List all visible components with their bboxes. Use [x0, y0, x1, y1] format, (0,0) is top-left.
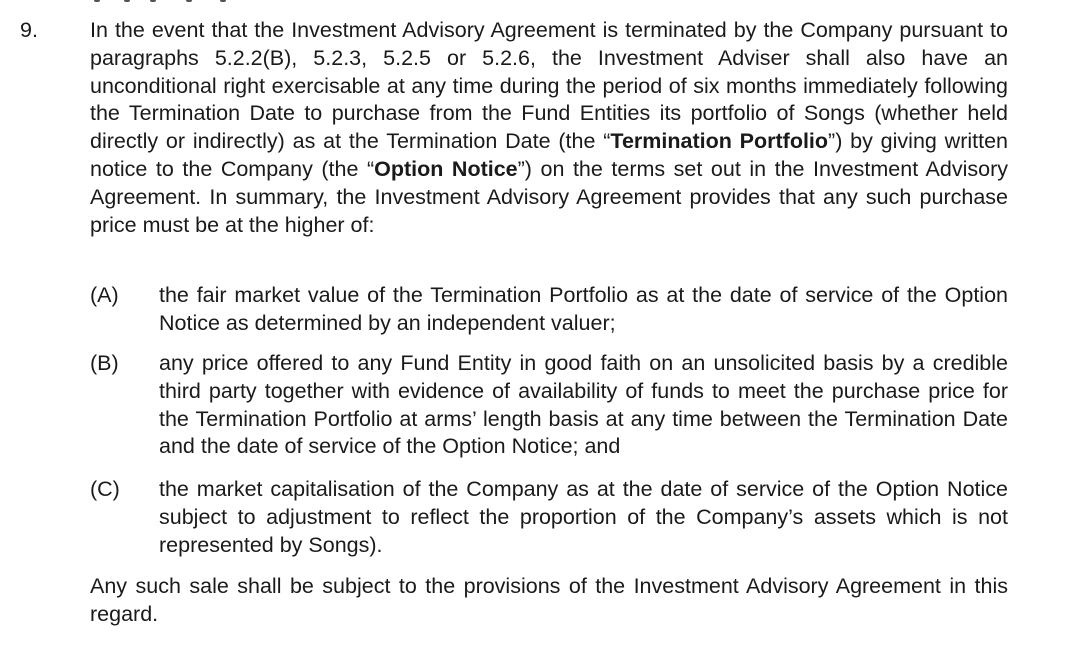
clause-intro-text-1: In the event that the Investment Advisory Agreement is terminated by the Company pursuant to paragraphs 5.2.2(B), 5.2.3, 5.2.5 or 5.2.6, the Investment Adviser shall also have an unconditional right exercisable at any time during the period of six months immediately following the Termination Date to purchase from the Fund Entities its portfolio of Songs (whether held directly or indirectly) as at the Termination Date (the “	[90, 18, 1008, 154]
sub-item-label: (C)	[90, 477, 120, 501]
previous-page-text-fragment	[90, 0, 250, 4]
clause-intro-text-2: ”) by giving written notice to the Company (the “	[90, 129, 1008, 181]
sub-item-label: (B)	[90, 351, 119, 375]
sub-item-text: the market capitalisation of the Company as at the date of service of the Option Notice subject to adjustment to reflect the proportion of the Company’s assets which is not represented by Songs).	[159, 477, 1008, 557]
defined-term-termination-portfolio: Termination Portfolio	[610, 129, 829, 154]
sub-item-text: the fair market value of the Termination Portfolio as at the date of service of the Option Notice as determined by an independent valuer;	[159, 283, 1008, 335]
clause-intro-paragraph	[90, 17, 1008, 239]
clause-closing-paragraph: Any such sale shall be subject to the provisions of the Investment Advisory Agreement in this regard.	[90, 574, 1008, 626]
defined-term-option-notice: Option Notice	[374, 156, 518, 181]
sub-item-label: (A)	[90, 283, 119, 307]
clause-intro-text-3: ”) on the terms set out in the Investment Advisory Agreement. In summary, the Investment Advisory Agreement provides that any such purchase price must be at the higher of:	[90, 156, 1008, 237]
clause-number: 9.	[20, 18, 38, 42]
sub-item-text: any price offered to any Fund Entity in good faith on an unsolicited basis by a credible third party together with evidence of availability of funds to meet the purchase price for the Termination Portfolio at arms’ length basis at any time between the Termination Date and the date of service of the Option Notice; and	[159, 351, 1008, 459]
